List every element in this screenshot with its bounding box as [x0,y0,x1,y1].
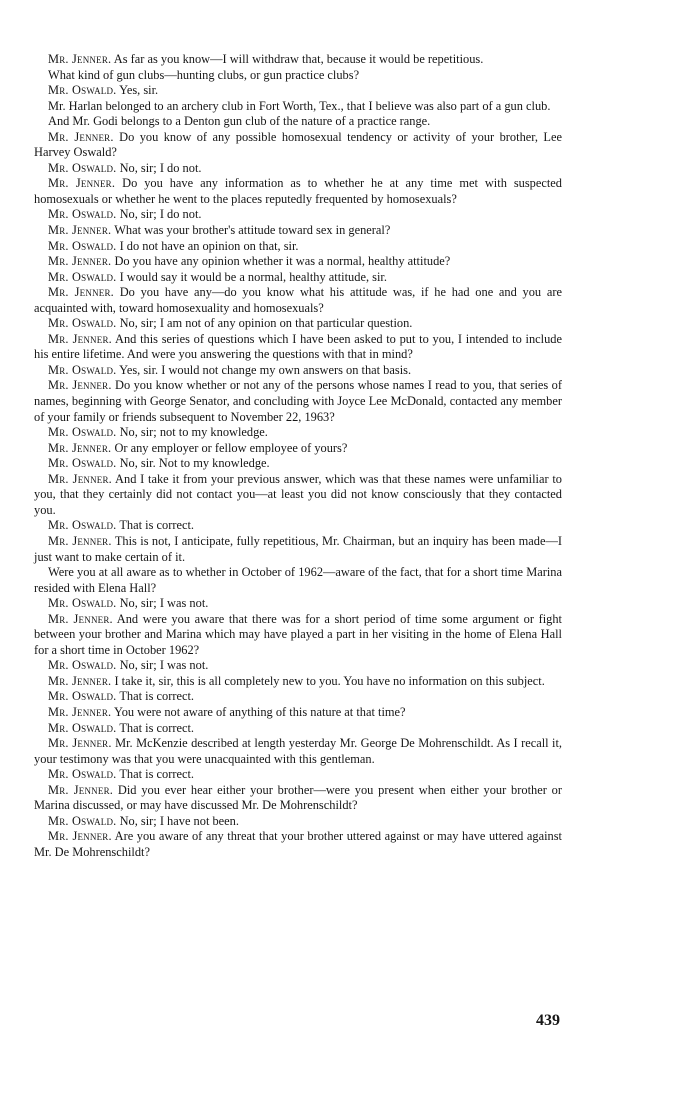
speaker-name: Mr. Oswald. [48,689,117,704]
paragraph-text: No, sir; I do not. [116,207,202,222]
paragraph-text: No, sir; I have not been. [116,813,239,828]
testimony-paragraph [34,239,562,255]
testimony-paragraph [34,363,562,379]
paragraph-text: That is correct. [116,689,194,704]
testimony-paragraph [34,441,562,457]
speaker-name: Mr. Jenner. [48,673,112,688]
paragraph-text: Do you have any—do you know what his attitude was, if he had one and you are acquainted with, toward homosexuality and homosexuals? [34,285,562,315]
testimony-paragraph [34,161,562,177]
testimony-paragraph [34,378,562,425]
speaker-name: Mr. Oswald. [48,596,117,611]
testimony-paragraph [34,254,562,270]
speaker-name: Mr. Jenner. [48,129,114,144]
speaker-name: Mr. Jenner. [48,704,112,719]
testimony-paragraph [34,285,562,316]
paragraph-text: What kind of gun clubs—hunting clubs, or gun practice clubs? [48,67,360,82]
speaker-name: Mr. Oswald. [48,720,117,735]
testimony-paragraph [34,658,562,674]
paragraph-text: No, sir; I am not of any opinion on that particular question. [116,316,413,331]
testimony-body [34,52,562,860]
paragraph-text: And this series of questions which I have been asked to put to you, I intended to include his entire lifetime. And were you answering the questions with that in mind? [34,331,562,362]
testimony-paragraph [34,674,562,690]
paragraph-text: Do you know of any possible homosexual tendency or activity of your brother, Lee Harvey Oswald? [34,129,562,160]
testimony-paragraph [34,596,562,612]
paragraph-text: Are you aware of any threat that your brother uttered against or may have uttered against Mr. De Mohrenschildt? [34,829,562,859]
testimony-paragraph [34,829,562,860]
speaker-name: Mr. Jenner. [48,223,112,238]
speaker-name: Mr. Jenner. [48,736,112,751]
testimony-paragraph [34,689,562,705]
speaker-name: Mr. Jenner. [48,611,113,626]
speaker-name: Mr. Jenner. [48,254,112,269]
speaker-name: Mr. Jenner. [48,533,112,548]
speaker-name: Mr. Oswald. [48,425,117,440]
testimony-paragraph [34,612,562,659]
testimony-paragraph [34,52,562,68]
testimony-paragraph [34,565,562,596]
paragraph-text: No, sir; not to my knowledge. [116,425,268,440]
paragraph-text: And I take it from your previous answer, which was that these names were unfamiliar to you, that they certainly did not contact you—at least you did not know consciously that they contacted you. [34,471,562,517]
speaker-name: Mr. Jenner. [48,829,112,844]
paragraph-text: Did you ever hear either your brother—were you present when either your brother or Marina discussed, or may have discussed Mr. De Mohrenschildt? [34,782,562,813]
speaker-name: Mr. Jenner. [48,331,112,346]
speaker-name: Mr. Jenner. [48,176,116,191]
paragraph-text: I take it, sir, this is all completely new to you. You have no information on this subject. [111,673,545,688]
paragraph-text: No, sir; I was not. [116,658,209,673]
speaker-name: Mr. Jenner. [48,52,112,66]
speaker-name: Mr. Oswald. [48,83,117,98]
paragraph-text: That is correct. [116,518,194,533]
speaker-name: Mr. Oswald. [48,767,117,782]
testimony-paragraph [34,783,562,814]
speaker-name: Mr. Jenner. [48,285,114,300]
testimony-page [34,52,562,860]
speaker-name: Mr. Oswald. [48,160,117,175]
testimony-paragraph [34,223,562,239]
paragraph-text: You were not aware of anything of this nature at that time? [111,704,406,719]
paragraph-text: Do you have any opinion whether it was a normal, healthy attitude? [111,254,451,269]
testimony-paragraph [34,207,562,223]
speaker-name: Mr. Jenner. [48,782,114,797]
testimony-paragraph [34,99,562,115]
speaker-name: Mr. Oswald. [48,456,117,471]
paragraph-text: That is correct. [116,720,194,735]
speaker-name: Mr. Oswald. [48,207,117,222]
paragraph-text: Were you at all aware as to whether in October of 1962—aware of the fact, that for a short time Marina resided with Elena Hall? [34,565,562,595]
speaker-name: Mr. Oswald. [48,658,117,673]
paragraph-text: Or any employer or fellow employee of yours? [111,440,348,455]
speaker-name: Mr. Oswald. [48,813,117,828]
paragraph-text: Do you know whether or not any of the persons whose names I read to you, that series of names, beginning with George Senator, and concluding with Joyce Lee McDonald, contacted any member of your family or friends subsequent to November 22, 1963? [34,378,562,424]
testimony-paragraph [34,736,562,767]
speaker-name: Mr. Jenner. [48,471,112,486]
testimony-paragraph [34,83,562,99]
testimony-paragraph [34,332,562,363]
testimony-paragraph [34,472,562,519]
testimony-paragraph [34,456,562,472]
paragraph-text: I would say it would be a normal, healthy attitude, sir. [116,269,387,284]
speaker-name: Mr. Jenner. [48,440,112,455]
testimony-paragraph [34,68,562,84]
paragraph-text: That is correct. [116,767,194,782]
testimony-paragraph [34,721,562,737]
speaker-name: Mr. Oswald. [48,316,117,331]
paragraph-text: Mr. McKenzie described at length yesterday Mr. George De Mohrenschildt. As I recall it, your testimony was that you were unacquainted with this gentleman. [34,736,562,766]
testimony-paragraph [34,534,562,565]
paragraph-text: No, sir; I do not. [116,160,202,175]
paragraph-text: What was your brother's attitude toward sex in general? [111,223,391,238]
paragraph-text: Yes, sir. [116,83,159,98]
paragraph-text: And were you aware that there was for a short period of time some argument or fight between your brother and Marina which may have played a part in her visiting in the home of Elena Hall for a short time in October 1962? [34,611,562,657]
page-number: 439 [536,1012,560,1029]
testimony-paragraph [34,114,562,130]
speaker-name: Mr. Oswald. [48,362,117,377]
testimony-paragraph [34,767,562,783]
testimony-paragraph [34,316,562,332]
testimony-paragraph [34,814,562,830]
paragraph-text: This is not, I anticipate, fully repetitious, Mr. Chairman, but an inquiry has been made—I just want to make certain of it. [34,533,562,564]
testimony-paragraph [34,518,562,534]
paragraph-text: No, sir. Not to my knowledge. [116,456,270,471]
testimony-paragraph [34,705,562,721]
paragraph-text: Do you have any information as to whether he at any time met with suspected homosexuals or whether he went to the places reputedly frequented by homosexuals? [34,176,562,206]
testimony-paragraph [34,425,562,441]
paragraph-text: Mr. Harlan belonged to an archery club in Fort Worth, Tex., that I believe was also part of a gun club. [48,98,551,113]
paragraph-text: No, sir; I was not. [116,596,209,611]
speaker-name: Mr. Oswald. [48,238,117,253]
speaker-name: Mr. Jenner. [48,378,112,393]
paragraph-text: And Mr. Godi belongs to a Denton gun club of the nature of a practice range. [48,114,431,129]
testimony-paragraph [34,176,562,207]
paragraph-text: Yes, sir. I would not change my own answers on that basis. [116,362,412,377]
paragraph-text: As far as you know—I will withdraw that, because it would be repetitious. [111,52,484,66]
speaker-name: Mr. Oswald. [48,518,117,533]
testimony-paragraph [34,270,562,286]
testimony-paragraph [34,130,562,161]
speaker-name: Mr. Oswald. [48,269,117,284]
paragraph-text: I do not have an opinion on that, sir. [116,238,299,253]
